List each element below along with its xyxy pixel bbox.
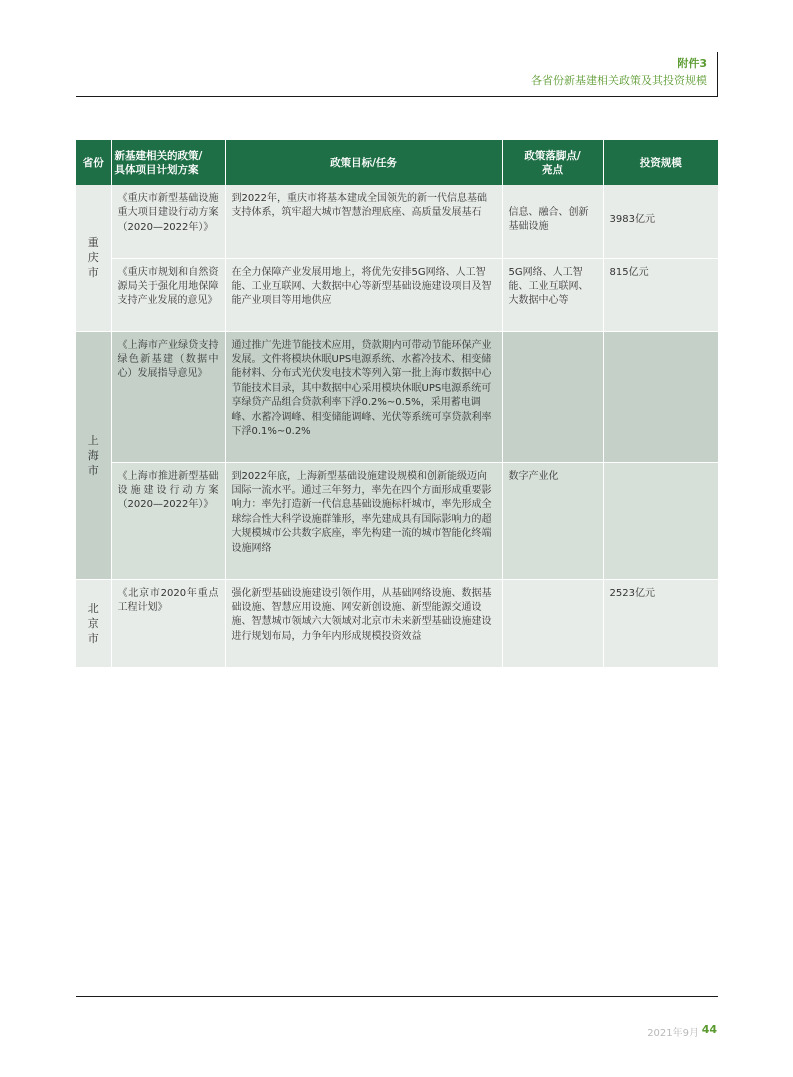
col-header-province: 省份 (76, 140, 111, 185)
focus-cell (502, 579, 603, 667)
province-cell-chongqing (76, 185, 111, 331)
focus-cell: 信息、融合、创新基础设施 (502, 185, 603, 258)
focus-cell: 数字产业化 (502, 462, 603, 579)
goal-cell: 到2022年底，上海新型基础设施建设规模和创新能级迈向国际一流水平。通过三年努力，率先在四个方面形成重要影响力：率先打造新一代信息基础设施标杆城市，率先形成全球综合性大科学设施群雏形，率先建成具有国际影响力的超大规模城市公共数字底座，率先构建一流的城市智能化终端设施网络 (225, 462, 502, 579)
investment-cell (603, 331, 718, 462)
col-header-investment: 投资规模 (603, 140, 718, 185)
focus-cell (502, 331, 603, 462)
policy-table (76, 140, 718, 668)
policy-cell: 《上海市推进新型基础设施建设行动方案（2020—2022年）》 (111, 462, 225, 579)
province-name: 重庆市 (87, 236, 99, 280)
appendix-label: 附件3 (677, 57, 707, 70)
province-name: 北京市 (87, 601, 99, 645)
table-header-row (76, 140, 718, 185)
policy-cell: 《重庆市规划和自然资源局关于强化用地保障支持产业发展的意见》 (111, 258, 225, 331)
investment-cell: 2523亿元 (603, 579, 718, 667)
table-row (76, 258, 718, 331)
col-header-policy-text: 新基建相关的政策/ 具体项目计划方案 (114, 149, 203, 176)
appendix-subtitle: 各省份新基建相关政策及其投资规模 (531, 74, 707, 87)
footer-rule (76, 996, 718, 997)
focus-cell: 5G网络、人工智能、工业互联网、大数据中心等 (502, 258, 603, 331)
footer-date: 2021年9月 (647, 1028, 699, 1039)
policy-cell: 《上海市产业绿贷支持绿色新基建（数据中心）发展指导意见》 (111, 331, 225, 462)
goal-cell: 在全力保障产业发展用地上，将优先安排5G网络、人工智能、工业互联网、大数据中心等新型基础设施建设项目及智能产业项目等用地供应 (225, 258, 502, 331)
investment-cell: 815亿元 (603, 258, 718, 331)
province-cell-beijing (76, 579, 111, 667)
goal-cell: 到2022年，重庆市将基本建成全国领先的新一代信息基础支持体系，筑牢超大城市智慧治理底座、高质量发展基石 (225, 185, 502, 258)
goal-cell: 通过推广先进节能技术应用，贷款期内可带动节能环保产业发展。文件将模块休眠UPS电源系统、水蓄冷技术、相变储能材料、分布式光伏发电技术等列入第一批上海市数据中心节能技术目录，其中数据中心采用模块休眠UPS电源系统可享绿贷产品组合贷款利率下浮0.2%~0.5%，采用蓄电调峰、水蓄冷调峰、相变储能调峰、光伏等系统可享贷款利率下浮0.1%~0.2% (225, 331, 502, 462)
table-row (76, 331, 718, 462)
policy-cell: 《重庆市新型基础设施重大项目建设行动方案（2020—2022年）》 (111, 185, 225, 258)
table-row (76, 185, 718, 258)
page-number: 44 (701, 1023, 717, 1036)
province-cell-shanghai (76, 331, 111, 579)
header-divider-vertical (717, 52, 718, 96)
col-header-policy (111, 140, 225, 185)
table-row (76, 462, 718, 579)
col-header-focus (502, 140, 603, 185)
policy-cell: 《北京市2020年重点工程计划》 (111, 579, 225, 667)
investment-cell (603, 462, 718, 579)
table-row (76, 579, 718, 667)
goal-cell: 强化新型基础设施建设引领作用，从基础网络设施、数据基础设施、智慧应用设施、网安新创设施、新型能源交通设施、智慧城市领域六大领域对北京市未来新型基础设施建设进行规划布局，力争年内形成规模投资效益 (225, 579, 502, 667)
col-header-goal: 政策目标/任务 (225, 140, 502, 185)
header-rule (76, 96, 718, 97)
col-header-focus-text: 政策落脚点/ 亮点 (524, 149, 581, 176)
province-name: 上海市 (87, 433, 99, 477)
investment-cell: 3983亿元 (603, 185, 718, 258)
